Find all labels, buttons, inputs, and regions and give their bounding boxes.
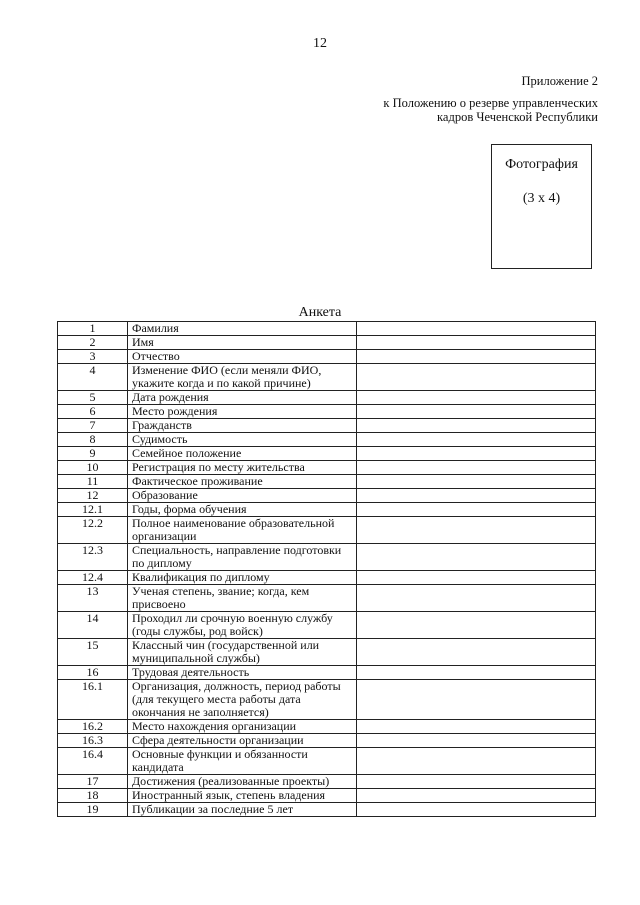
row-question: Регистрация по месту жительства (128, 461, 357, 475)
row-number: 2 (58, 336, 128, 350)
table-row (58, 419, 596, 433)
answer-field[interactable] (357, 639, 596, 666)
photo-label: Фотография (505, 157, 578, 172)
row-question: Сфера деятельности организации (128, 734, 357, 748)
answer-field[interactable] (357, 405, 596, 419)
table-row (58, 734, 596, 748)
answer-field[interactable] (357, 336, 596, 350)
answer-field[interactable] (357, 489, 596, 503)
appendix-line-2: кадров Чеченской Республики (437, 110, 598, 124)
table-row (58, 489, 596, 503)
answer-field[interactable] (357, 720, 596, 734)
table-row (58, 391, 596, 405)
answer-field[interactable] (357, 803, 596, 817)
row-question: Имя (128, 336, 357, 350)
row-number: 16.1 (58, 680, 128, 720)
row-question: Семейное положение (128, 447, 357, 461)
questionnaire-table (57, 321, 596, 817)
table-row (58, 350, 596, 364)
row-number: 15 (58, 639, 128, 666)
row-question: Классный чин (государственной или муниципальной службы) (128, 639, 357, 666)
row-question: Проходил ли срочную военную службу (годы службы, род войск) (128, 612, 357, 639)
row-question: Место нахождения организации (128, 720, 357, 734)
row-number: 12.3 (58, 544, 128, 571)
answer-field[interactable] (357, 666, 596, 680)
photo-size: (3 х 4) (522, 191, 561, 206)
row-question: Полное наименование образовательной организации (128, 517, 357, 544)
answer-field[interactable] (357, 391, 596, 405)
row-number: 9 (58, 447, 128, 461)
table-row (58, 475, 596, 489)
table-row (58, 433, 596, 447)
answer-field[interactable] (357, 364, 596, 391)
row-number: 16 (58, 666, 128, 680)
appendix-block (383, 74, 598, 124)
row-number: 17 (58, 775, 128, 789)
answer-field[interactable] (357, 322, 596, 336)
answer-field[interactable] (357, 748, 596, 775)
row-number: 4 (58, 364, 128, 391)
row-question: Изменение ФИО (если меняли ФИО, укажите когда и по какой причине) (128, 364, 357, 391)
row-question: Место рождения (128, 405, 357, 419)
table-row (58, 517, 596, 544)
row-number: 11 (58, 475, 128, 489)
answer-field[interactable] (357, 585, 596, 612)
table-row (58, 803, 596, 817)
table-row (58, 336, 596, 350)
answer-field[interactable] (357, 517, 596, 544)
table-row (58, 720, 596, 734)
row-question: Фактическое проживание (128, 475, 357, 489)
row-number: 16.2 (58, 720, 128, 734)
row-question: Достижения (реализованные проекты) (128, 775, 357, 789)
table-row (58, 571, 596, 585)
answer-field[interactable] (357, 461, 596, 475)
appendix-line-1: к Положению о резерве управленческих (383, 96, 598, 110)
row-question: Организация, должность, период работы (для текущего места работы дата окончания не заполняется) (128, 680, 357, 720)
page-number: 12 (313, 36, 327, 51)
answer-field[interactable] (357, 680, 596, 720)
row-question: Дата рождения (128, 391, 357, 405)
answer-field[interactable] (357, 350, 596, 364)
table-row (58, 461, 596, 475)
table-row (58, 364, 596, 391)
row-number: 6 (58, 405, 128, 419)
table-row (58, 748, 596, 775)
row-number: 8 (58, 433, 128, 447)
answer-field[interactable] (357, 475, 596, 489)
table-row (58, 503, 596, 517)
row-number: 5 (58, 391, 128, 405)
table-row (58, 639, 596, 666)
answer-field[interactable] (357, 571, 596, 585)
appendix-title: Приложение 2 (521, 74, 598, 88)
row-number: 3 (58, 350, 128, 364)
table-row (58, 585, 596, 612)
row-question: Иностранный язык, степень владения (128, 789, 357, 803)
row-question: Публикации за последние 5 лет (128, 803, 357, 817)
row-number: 18 (58, 789, 128, 803)
table-row (58, 322, 596, 336)
row-number: 14 (58, 612, 128, 639)
row-question: Отчество (128, 350, 357, 364)
answer-field[interactable] (357, 433, 596, 447)
table-row (58, 612, 596, 639)
table-row (58, 544, 596, 571)
row-question: Фамилия (128, 322, 357, 336)
row-number: 1 (58, 322, 128, 336)
row-question: Основные функции и обязанности кандидата (128, 748, 357, 775)
answer-field[interactable] (357, 775, 596, 789)
answer-field[interactable] (357, 419, 596, 433)
row-question: Ученая степень, звание; когда, кем присвоено (128, 585, 357, 612)
table-row (58, 666, 596, 680)
table-row (58, 789, 596, 803)
row-number: 7 (58, 419, 128, 433)
row-number: 13 (58, 585, 128, 612)
row-number: 16.3 (58, 734, 128, 748)
row-number: 12.1 (58, 503, 128, 517)
answer-field[interactable] (357, 544, 596, 571)
answer-field[interactable] (357, 447, 596, 461)
answer-field[interactable] (357, 734, 596, 748)
table-row (58, 447, 596, 461)
row-question: Квалификация по диплому (128, 571, 357, 585)
row-number: 12.2 (58, 517, 128, 544)
row-question: Трудовая деятельность (128, 666, 357, 680)
row-question: Годы, форма обучения (128, 503, 357, 517)
answer-field[interactable] (357, 503, 596, 517)
row-number: 19 (58, 803, 128, 817)
row-question: Специальность, направление подготовки по диплому (128, 544, 357, 571)
row-question: Гражданств (128, 419, 357, 433)
row-question: Образование (128, 489, 357, 503)
questionnaire-rows (58, 322, 596, 817)
form-title: Анкета (298, 305, 342, 320)
row-number: 16.4 (58, 748, 128, 775)
table-row (58, 680, 596, 720)
row-number: 12 (58, 489, 128, 503)
row-number: 12.4 (58, 571, 128, 585)
row-number: 10 (58, 461, 128, 475)
table-row (58, 775, 596, 789)
answer-field[interactable] (357, 612, 596, 639)
answer-field[interactable] (357, 789, 596, 803)
table-row (58, 405, 596, 419)
photo-box (491, 144, 592, 269)
row-question: Судимость (128, 433, 357, 447)
